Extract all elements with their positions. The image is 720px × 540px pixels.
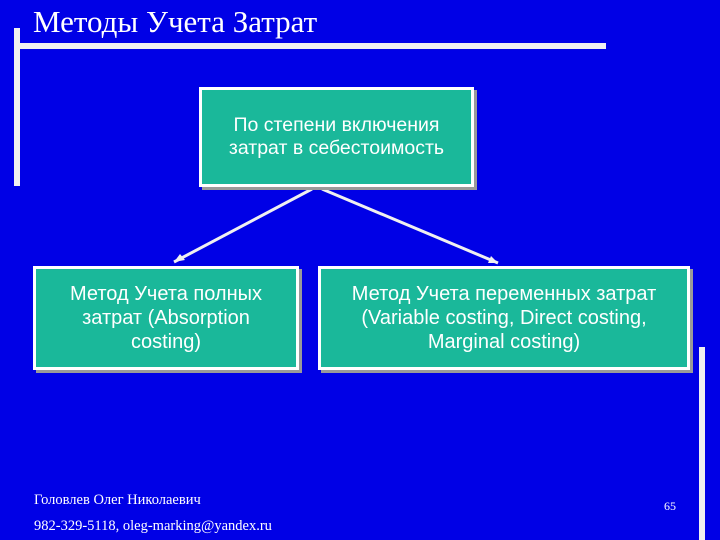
- child-node-label: Метод Учета полных затрат (Absorption costing): [70, 283, 262, 353]
- child-node-absorption: [33, 266, 299, 370]
- root-node: [199, 87, 474, 187]
- child-node-label: Метод Учета переменных затрат (Variable costing, Direct costing, Marginal costing): [351, 283, 657, 353]
- root-node-label: По степени включения затрат в себестоимость: [228, 113, 445, 159]
- arrow-to-left: [174, 189, 312, 262]
- child-node-variable: [318, 266, 690, 370]
- arrow-to-right: [322, 189, 498, 263]
- footer-author: Головлев Олег Николаевич: [34, 492, 201, 508]
- slide-title: Методы Учета Затрат: [33, 4, 318, 39]
- page-number: 65: [664, 499, 676, 513]
- arrow-head-right: [488, 256, 498, 263]
- footer-contact: 982-329-5118, oleg-marking@yandex.ru: [34, 518, 272, 534]
